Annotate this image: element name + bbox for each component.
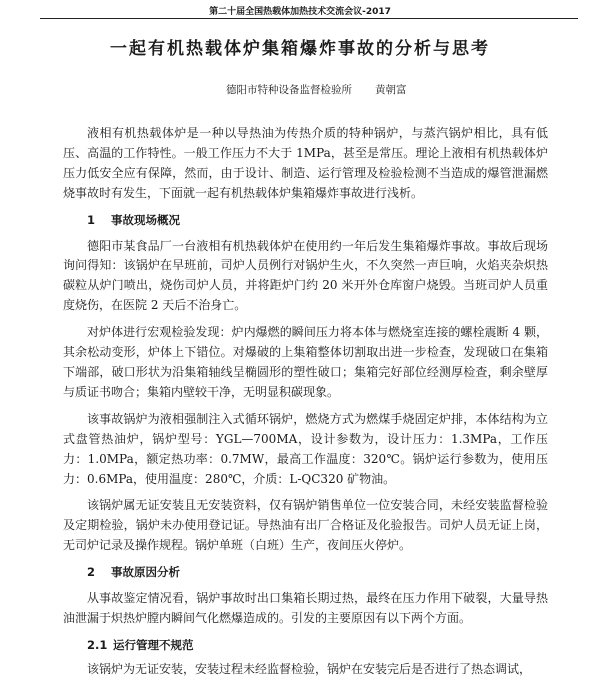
body-text [63,124,548,687]
intro-paragraph: 液相有机热载体炉是一种以导热油为传热介质的特种锅炉，与蒸汽锅炉相比，具有低压、高温的工作特性。一般工作压力不大于 1MPa，甚至是常压。理论上液相有机热载体炉压力低安全应有保障，然而，由于设计、制造、运行管理及检验检测不当造成的爆管泄漏燃烧事故时有发生，下面就一起有机热载体炉集箱爆炸事故进行浅析。 [63,126,548,200]
paragraph: 该事故锅炉为液相强制注入式循环锅炉，燃烧方式为燃煤手烧固定炉排，本体结构为立式盘管热油炉，锅炉型号：YGL—700MA，设计参数为，设计压力：1.3MPa，工作压力：1.0MPa，额定热功率：0.7MW，最高工作温度：320℃。锅炉运行参数为，使用压力：0.6MPa，使用温度：280℃，介质：L-QC320 矿物油。 [63,411,548,486]
header-rule [40,18,578,19]
section-number: 1 [87,212,96,227]
author-name: 黄朝富 [375,84,407,96]
subsection-heading-2-1 [63,636,548,656]
paragraph: 该锅炉属无证安装且无安装资料，仅有锅炉销售单位一位安装合同，未经安装监督检验及定期检验，锅炉未办使用登记证。导热油有出厂合格证及化验报告。司炉人员无证上岗，无司炉记录及操作规程。锅炉单班（白班）生产，夜间压火停炉。 [63,498,548,553]
section-title: 事故现场概况 [111,212,180,227]
subsection-title: 运行管理不规范 [113,637,194,652]
section-title: 事故原因分析 [111,565,180,580]
running-header: 第二十届全国热载体加热技术交流会议-2017 [209,7,391,17]
author-organization: 德阳市特种设备监督检验所 [226,84,352,96]
section-heading-2 [63,563,548,583]
section-heading-1 [63,211,548,231]
paragraph: 该锅炉为无证安装，安装过程未经监督检验，锅炉在安装完后是否进行了热态调试， [87,661,532,676]
paragraph: 德阳市某食品厂一台液相有机热载体炉在使用约一年后发生集箱爆炸事故。事故后现场询问得知：该锅炉在早班前，司炉人员例行对锅炉生火，不久突然一声巨响，火焰夹杂炽热碳粒从炉门喷出，烧伤司炉人员，并将距炉门约 20 米开外仓库窗户烧毁。当班司炉人员重度烧伤，在医院 2 天后不治身亡。 [63,238,548,313]
paper-title: 一起有机热载体炉集箱爆炸事故的分析与思考 [110,39,490,59]
paragraph: 对炉体进行宏观检验发现：炉内爆燃的瞬间压力将本体与燃烧室连接的螺栓震断 4 颗，其余松动变形，炉体上下错位。对爆破的上集箱整体切割取出进一步检查，发现破口在集箱下端部，破口形状为沿集箱轴线呈椭圆形的塑性破口；集箱完好部位经测厚检查，剩余壁厚与质证书吻合；集箱内壁较干净，无明显积碳现象。 [63,325,548,399]
subsection-number: 2.1 [87,637,108,652]
paragraph: 从事故鉴定情况看，锅炉事故时出口集箱长期过热，最终在压力作用下破裂，大量导热油泄漏于炽热炉膛内瞬间气化燃爆造成的。引发的主要原因有以下两个方面。 [63,591,548,625]
section-number: 2 [87,565,96,580]
